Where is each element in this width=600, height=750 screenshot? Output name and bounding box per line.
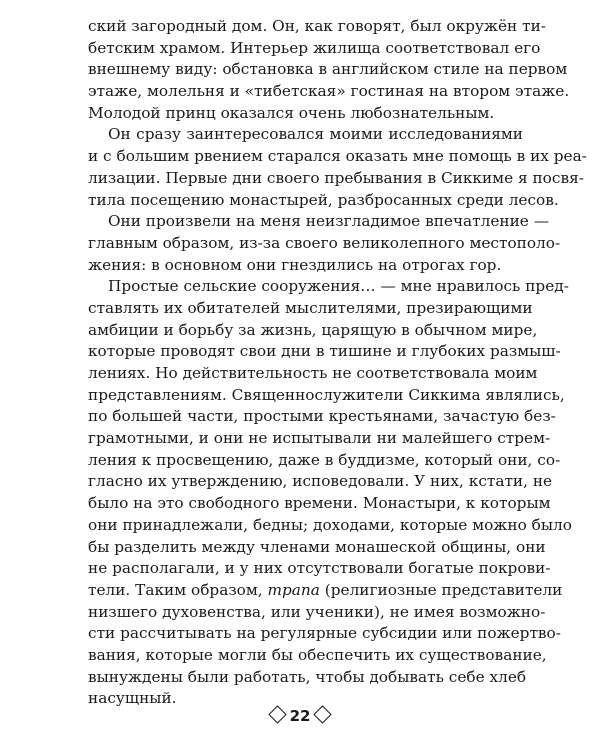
text-line: ставлять их обитателей мыслителями, презирающими — [88, 298, 533, 317]
text-line: низшего духовенства, или ученики), не имея возможно- — [88, 602, 546, 621]
text-line: представлениям. Священнослужители Сиккима являлись, — [88, 385, 565, 404]
right-diamond-ornament — [314, 705, 332, 723]
page-footer — [0, 706, 600, 726]
text-line: ский загородный дом. Он, как говорят, был окружён ти- — [88, 17, 546, 35]
text-line: жения: в основном они гнездились на отрогах гор. — [88, 255, 502, 274]
text-line: которые проводят свои дни в тишине и глубоких размыш- — [88, 342, 561, 361]
text-line: Он сразу заинтересовался моими исследованиями — [108, 125, 523, 144]
text-line: тели. Таким образом, трапа (религиозные представители — [88, 580, 563, 599]
page-number: 22 — [289, 707, 311, 725]
paragraph — [88, 124, 587, 211]
text-line: бетским храмом. Интерьер жилища соответствовал его — [88, 38, 541, 57]
text-line: и с большим рвением старался оказать мне помощь в их реа- — [88, 147, 587, 166]
text-line: они принадлежали, бедны; доходами, которые можно было — [88, 515, 572, 534]
italic-term: трапа — [267, 580, 320, 599]
left-diamond-ornament — [268, 705, 286, 723]
text-line: главным образом, из-за своего великолепного местополо- — [88, 233, 561, 252]
text-line: амбиции и борьбу за жизнь, царящую в обычном мире, — [88, 320, 538, 339]
text-line: ления к просвещению, даже в буддизме, который они, со- — [88, 450, 561, 469]
page-body — [88, 16, 587, 710]
text-line: лениях. Но действительность не соответствовала моим — [88, 364, 538, 382]
text-line: грамотными, и они не испытывали ни малейшего стрем- — [88, 429, 551, 448]
text-line: бы разделить между членами монашеской общины, они — [88, 537, 546, 556]
paragraph — [88, 276, 572, 710]
text-line: не располагали, и у них отсутствовали богатые покрови- — [88, 559, 551, 578]
text-line: было на это свободного времени. Монастыри, к которым — [88, 494, 551, 513]
text-line: сти рассчитывать на регулярные субсидии или пожертво- — [88, 624, 561, 643]
text-line: вынуждены были работать, чтобы добывать себе хлеб — [88, 667, 527, 686]
text-line: этаже, молельня и «тибетская» гостиная на втором этаже. — [88, 82, 570, 101]
text-line: Простые сельские сооружения… — мне нравилось пред- — [108, 277, 569, 296]
paragraph — [88, 16, 570, 124]
text-line: Они произвели на меня неизгладимое впечатление — — [108, 212, 550, 231]
paragraph — [88, 211, 561, 276]
text-line: гласно их утверждению, исповедовали. У них, кстати, не — [88, 472, 553, 491]
text-line: Молодой принц оказался очень любознательным. — [88, 103, 495, 122]
text-line: тила посещению монастырей, разбросанных среди лесов. — [88, 190, 559, 209]
text-line: вания, которые могли бы обеспечить их существование, — [88, 645, 547, 664]
text-line: внешнему виду: обстановка в английском стиле на первом — [88, 60, 568, 79]
text-line: по большей части, простыми крестьянами, зачастую без- — [88, 407, 556, 426]
text-line: насущный. — [88, 689, 177, 708]
text-line: лизации. Первые дни своего пребывания в Сиккиме я посвя- — [88, 168, 584, 187]
